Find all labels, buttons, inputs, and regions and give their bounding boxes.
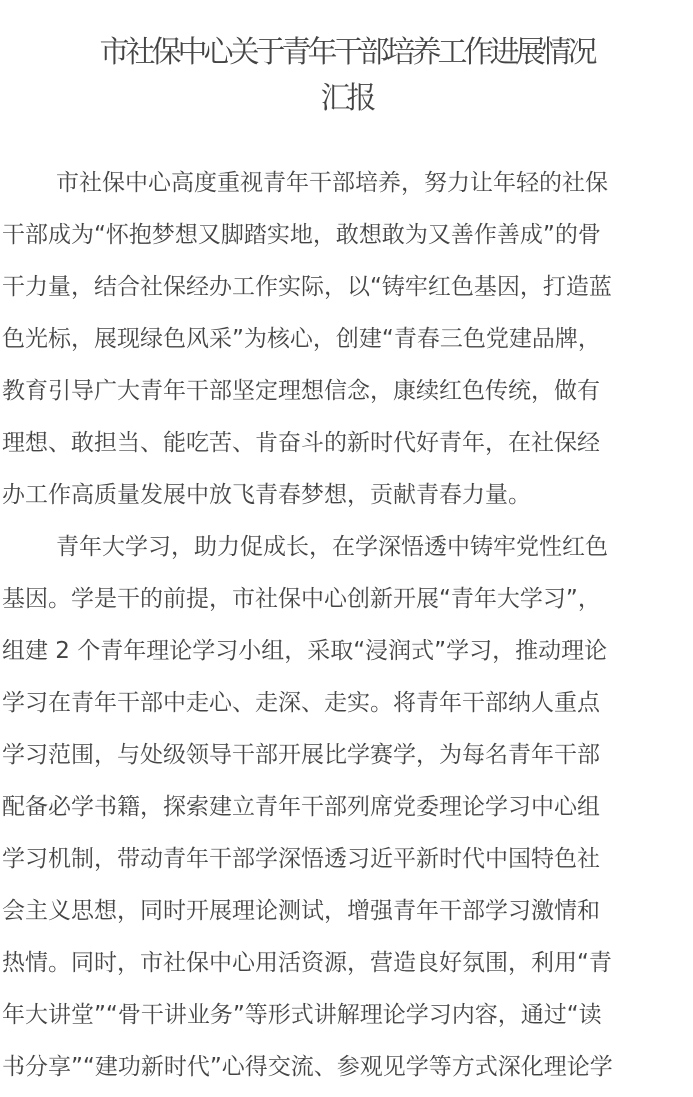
body-paragraph (2, 157, 612, 521)
paragraph-line: 基因。学是干的前提，市社保中心创新开展“青年大学习”， (2, 586, 601, 612)
document-title (0, 30, 693, 122)
paragraph-line: 色光标，展现绿色风采”为核心，创建“青春三色党建品牌， (2, 326, 601, 352)
body-paragraph (2, 521, 613, 1093)
paragraph-line: 干部成为“怀抱梦想又脚踏实地，敢想敢为又善作善成”的骨 (2, 222, 601, 248)
paragraph-line: 书分享”“建功新时代”心得交流、参观见学等方式深化理论学 (2, 1054, 613, 1080)
paragraph-line: 学习机制，带动青年干部学深悟透习近平新时代中国特色社 (2, 846, 600, 872)
paragraph-line: 市社保中心高度重视青年干部培养，努力让年轻的社保 (56, 170, 608, 196)
paragraph-line: 干力量，结合社保经办工作实际，以“铸牢红色基因，打造蓝 (2, 274, 612, 300)
paragraph-line: 热情。同时，市社保中心用活资源，营造良好氛围，利用“青 (2, 950, 612, 976)
paragraph-line: 理想、敢担当、能吃苦、肯奋斗的新时代好青年，在社保经 (2, 430, 600, 456)
paragraph-line: 办工作高质量发展中放飞青春梦想，贡献青春力量。 (2, 482, 531, 508)
paragraph-line: 青年大学习，助力促成长，在学深悟透中铸牢党性红色 (56, 534, 608, 560)
paragraph-line: 会主义思想，同时开展理论测试，增强青年干部学习激情和 (2, 898, 600, 924)
paragraph-line: 学习范围，与处级领导干部开展比学赛学，为每名青年干部 (2, 742, 600, 768)
title-line: 市社保中心关于青年干部培养工作进展情况 (99, 35, 594, 70)
paragraph-line: 配备必学书籍，探索建立青年干部列席党委理论学习中心组 (2, 794, 600, 820)
paragraph-line: 组建 2 个青年理论学习小组，采取“浸润式”学习，推动理论 (2, 638, 608, 664)
paragraph-line: 教育引导广大青年干部坚定理想信念，康续红色传统，做有 (2, 378, 600, 404)
paragraph-line: 年大讲堂”“骨干讲业务”等形式讲解理论学习内容，通过“读 (2, 1002, 602, 1028)
paragraph-line: 学习在青年干部中走心、走深、走实。将青年干部纳人重点 (2, 690, 600, 716)
title-line: 汇报 (320, 81, 373, 116)
